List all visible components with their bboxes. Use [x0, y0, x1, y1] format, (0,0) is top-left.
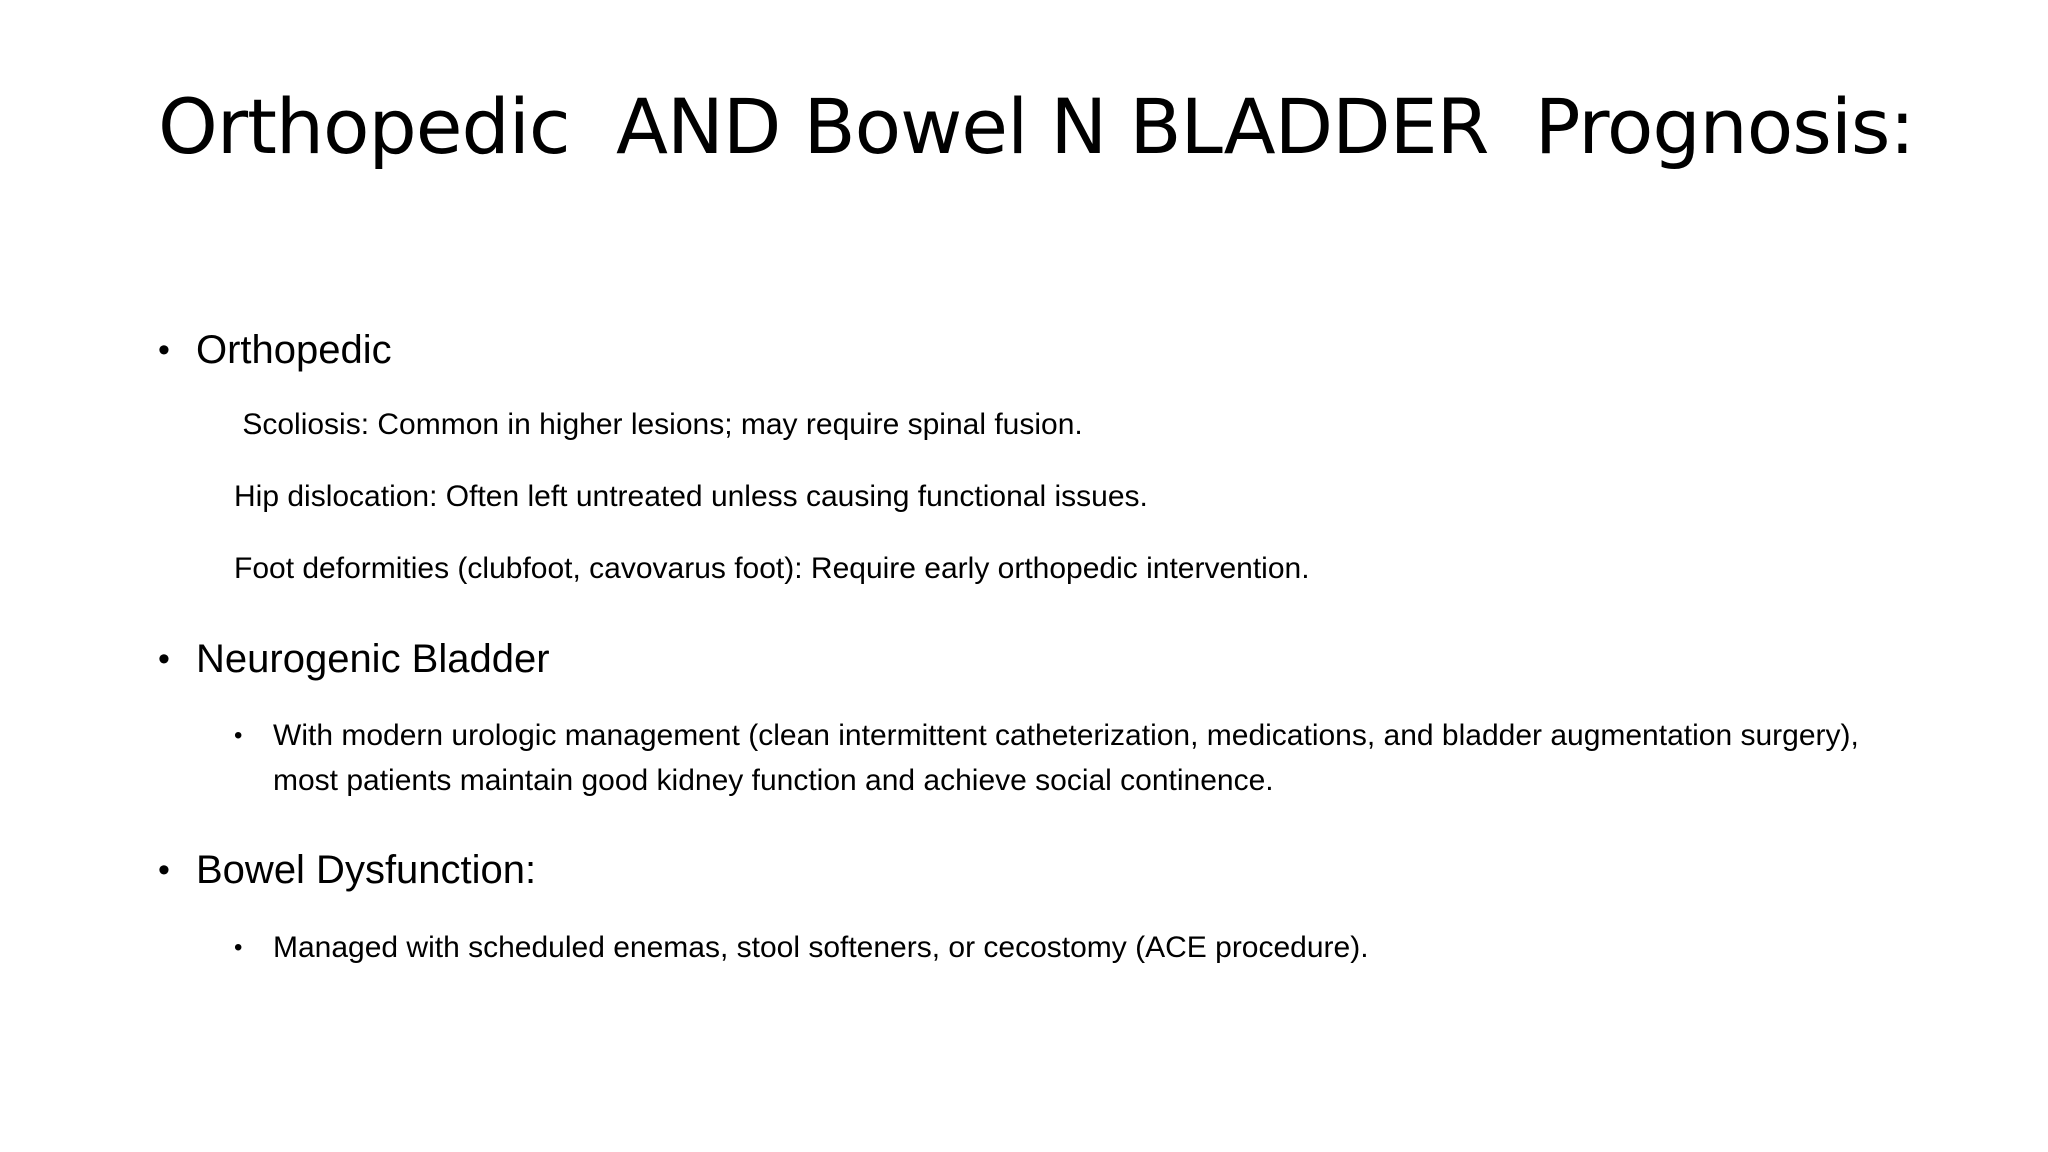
orthopedic-line-scoliosis: Scoliosis: Common in higher lesions; may require spinal fusion. — [234, 408, 1083, 441]
bullet-dot: • — [234, 934, 243, 961]
bullet-dot: • — [158, 851, 170, 889]
bullet-dot: • — [158, 331, 170, 369]
sub-bullet-text: Managed with scheduled enemas, stool softeners, or cecostomy (ACE procedure). — [273, 931, 1369, 964]
sub-bullet-text: With modern urologic management (clean intermittent catheterization, medications, and bladder augmentation surgery), most patients maintain good kidney function and achieve social continence. — [273, 719, 1859, 797]
bullet-dot: • — [234, 722, 243, 749]
bullet-bowel-dysfunction — [158, 845, 537, 1045]
section-heading: Bowel Dysfunction: — [196, 848, 537, 892]
section-heading: Neurogenic Bladder — [196, 637, 550, 681]
bullet-neurogenic-bladder — [158, 634, 550, 834]
section-heading: Orthopedic — [196, 328, 392, 372]
slide-title: Orthopedic AND Bowel N BLADDER Prognosis: — [158, 82, 1915, 171]
bullet-dot: • — [158, 640, 170, 678]
orthopedic-line-foot: Foot deformities (clubfoot, cavovarus foot): Require early orthopedic intervention. — [234, 552, 1310, 585]
orthopedic-line-hip: Hip dislocation: Often left untreated unless causing functional issues. — [234, 480, 1148, 513]
bullet-orthopedic — [158, 325, 392, 525]
